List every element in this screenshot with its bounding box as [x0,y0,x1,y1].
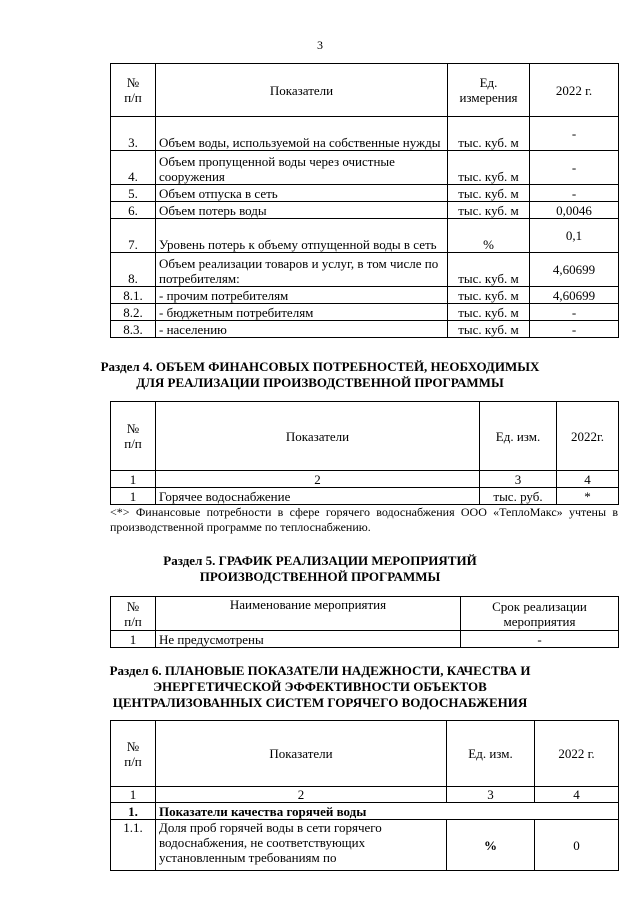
financial-needs-table [110,401,619,505]
row-unit: тыс. куб. м [448,321,530,338]
table-row [111,631,619,648]
footnote: <*> Финансовые потребности в сфере горячего водоснабжения ООО «ТеплоМакс» учтены в производственной программе по теплоснабжению. [110,505,618,534]
header-unit: Ед. изм. [480,402,557,471]
row-unit: тыс. куб. м [448,117,530,151]
index-cell: 1 [111,471,156,488]
row-number: 1 [111,488,156,505]
header-number: № п/п [111,402,156,471]
row-value: 0,0046 [530,202,619,219]
row-indicator: Уровень потерь к объему отпущенной воды в сеть [156,219,448,253]
quality-indicators-table [110,720,619,871]
header-year: 2022г. [557,402,619,471]
table-row [111,820,619,871]
row-unit: тыс. куб. м [448,202,530,219]
row-number: 6. [111,202,156,219]
table-row [111,321,619,338]
row-unit: % [447,820,535,871]
water-volume-table [110,63,619,338]
row-indicator: - населению [156,321,448,338]
header-activity: Наименование мероприятия [156,597,461,631]
table-row [111,219,619,253]
row-number: 3. [111,117,156,151]
group-title: Показатели качества горячей воды [156,803,619,820]
header-indicators: Показатели [156,721,447,787]
row-indicator: Объем воды, используемой на собственные нужды [156,117,448,151]
header-unit: Ед. измерения [448,64,530,117]
row-unit: тыс. куб. м [448,151,530,185]
row-number: 1.1. [111,820,156,871]
row-number: 5. [111,185,156,202]
row-indicator: - бюджетным потребителям [156,304,448,321]
table-header-row [111,64,619,117]
row-number: 1 [111,631,156,648]
table-row [111,304,619,321]
index-cell: 2 [156,471,480,488]
row-indicator: Горячее водоснабжение [156,488,480,505]
row-number: 8.1. [111,287,156,304]
row-indicator: Объем реализации товаров и услуг, в том числе по потребителям: [156,253,448,287]
header-indicators: Показатели [156,64,448,117]
header-number: № п/п [111,64,156,117]
row-term: - [461,631,619,648]
table-row [111,287,619,304]
section-5-title: Раздел 5. ГРАФИК РЕАЛИЗАЦИИ МЕРОПРИЯТИЙ ПРОИЗВОДСТВЕННОЙ ПРОГРАММЫ [163,553,477,584]
group-row [111,803,619,820]
index-cell: 4 [557,471,619,488]
table-row [111,185,619,202]
section-4-title: Раздел 4. ОБЪЕМ ФИНАНСОВЫХ ПОТРЕБНОСТЕЙ, НЕОБХОДИМЫХ ДЛЯ РЕАЛИЗАЦИИ ПРОИЗВОДСТВЕННОЙ ПРОГРАММЫ [100,359,540,390]
row-number: 8.3. [111,321,156,338]
header-number: № п/п [111,721,156,787]
row-unit: тыс. куб. м [448,304,530,321]
row-unit: тыс. куб. м [448,185,530,202]
index-cell: 4 [535,787,619,803]
group-number: 1. [111,803,156,820]
table-row [111,202,619,219]
row-unit: тыс. руб. [480,488,557,505]
column-index-row [111,471,619,488]
schedule-table [110,596,619,648]
column-index-row [111,787,619,803]
table-row [111,117,619,151]
row-value: - [530,185,619,202]
row-number: 8.2. [111,304,156,321]
index-cell: 3 [447,787,535,803]
row-value: 0,1 [530,219,619,253]
row-indicator: Доля проб горячей воды в сети горячего водоснабжения, не соответствующих установленным требованиям по [156,820,447,871]
row-value: - [530,321,619,338]
header-year: 2022 г. [535,721,619,787]
table-header-row [111,597,619,631]
section-6-title: Раздел 6. ПЛАНОВЫЕ ПОКАЗАТЕЛИ НАДЕЖНОСТИ, КАЧЕСТВА И ЭНЕРГЕТИЧЕСКОЙ ЭФФЕКТИВНОСТИ ОБЪЕКТОВ ЦЕНТРАЛИЗОВАННЫХ СИСТЕМ ГОРЯЧЕГО ВОДОСНАБЖЕНИЯ [109,663,531,710]
table-row [111,151,619,185]
table-row [111,253,619,287]
row-number: 7. [111,219,156,253]
header-indicators: Показатели [156,402,480,471]
index-cell: 3 [480,471,557,488]
row-value: 4,60699 [530,287,619,304]
row-value: 4,60699 [530,253,619,287]
row-activity: Не предусмотрены [156,631,461,648]
row-indicator: Объем отпуска в сеть [156,185,448,202]
row-indicator: Объем пропущенной воды через очистные сооружения [156,151,448,185]
table-header-row [111,402,619,471]
row-number: 4. [111,151,156,185]
header-number: № п/п [111,597,156,631]
table-row [111,488,619,505]
row-unit: тыс. куб. м [448,253,530,287]
header-unit: Ед. изм. [447,721,535,787]
header-year: 2022 г. [530,64,619,117]
row-number: 8. [111,253,156,287]
row-value: - [530,304,619,321]
row-indicator: - прочим потребителям [156,287,448,304]
row-value: - [530,117,619,151]
row-unit: % [448,219,530,253]
row-value: - [530,151,619,185]
page-number: 3 [317,38,323,52]
row-value: * [557,488,619,505]
index-cell: 1 [111,787,156,803]
table-header-row [111,721,619,787]
index-cell: 2 [156,787,447,803]
row-value: 0 [535,820,619,871]
row-indicator: Объем потерь воды [156,202,448,219]
row-unit: тыс. куб. м [448,287,530,304]
header-term: Срок реализации мероприятия [461,597,619,631]
